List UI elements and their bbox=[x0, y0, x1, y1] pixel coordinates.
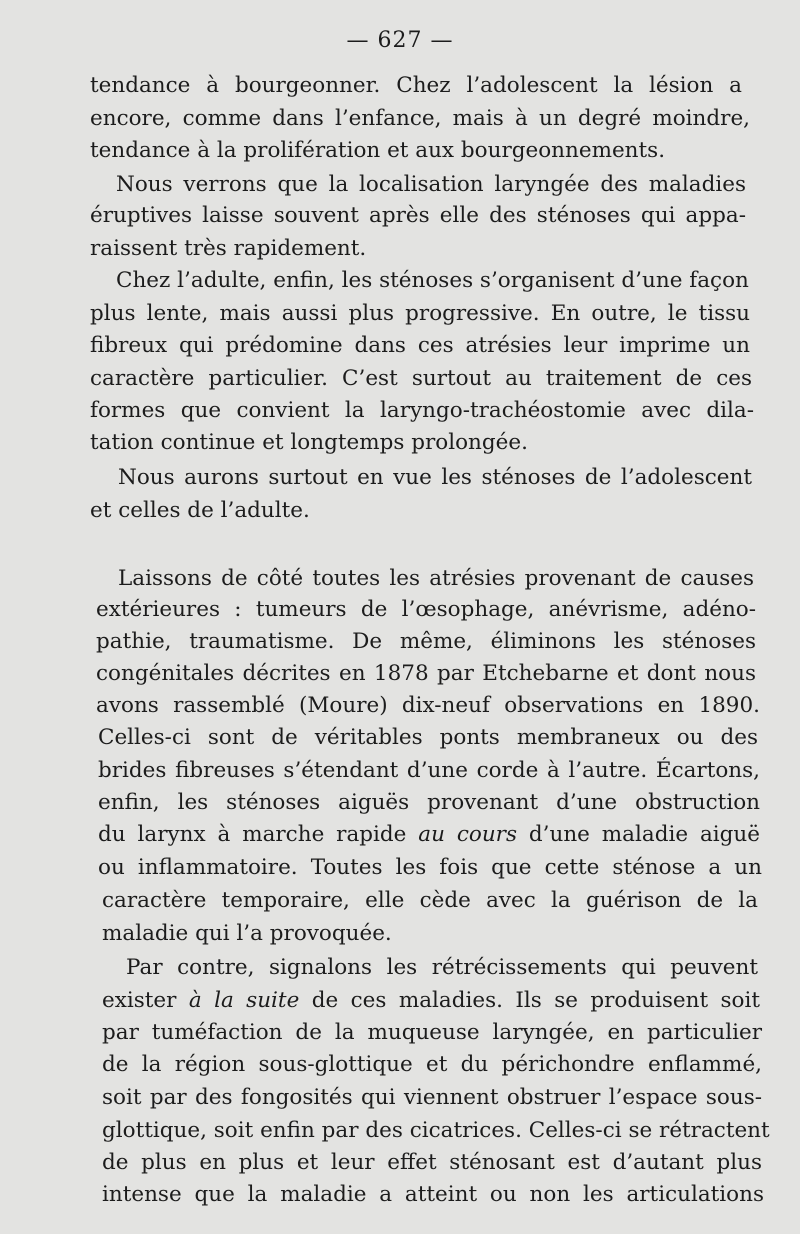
text-line bbox=[102, 1018, 762, 1048]
text-segment: Par contre, signalons les rétrécissements qui peuvent bbox=[126, 955, 758, 980]
text-segment: Laissons de côté toutes les atrésies provenant de causes bbox=[118, 566, 754, 591]
text-segment: encore, comme dans l’enfance, mais à un degré moindre, bbox=[90, 106, 750, 131]
text-line bbox=[98, 820, 760, 850]
text-line bbox=[90, 104, 750, 134]
text-segment: Celles-ci sont de véritables ponts membraneux ou des bbox=[98, 725, 758, 750]
text-line bbox=[98, 788, 760, 818]
text-line bbox=[96, 659, 756, 689]
text-line bbox=[90, 364, 752, 394]
text-line bbox=[90, 396, 754, 426]
text-segment: Chez l’adulte, enfin, les sténoses s’organisent d’une façon bbox=[116, 268, 749, 293]
text-line bbox=[90, 428, 528, 458]
text-line bbox=[90, 71, 742, 101]
text-line bbox=[90, 496, 310, 526]
text-line bbox=[90, 201, 746, 231]
text-segment: d’une maladie aiguë bbox=[517, 822, 760, 847]
italic-phrase: au cours bbox=[418, 822, 517, 847]
text-segment: du larynx à marche rapide bbox=[98, 822, 419, 847]
text-line bbox=[90, 136, 665, 166]
text-segment: glottique, soit enfin par des cicatrices. Celles-ci se rétractent bbox=[102, 1118, 770, 1143]
text-line bbox=[96, 691, 760, 721]
text-segment: tendance à la prolifération et aux bourgeonnements. bbox=[90, 138, 666, 163]
page-number: — 627 — bbox=[346, 28, 454, 53]
text-segment: avons rassemblé (Moure) dix-neuf observations en 1890. bbox=[96, 693, 760, 718]
text-segment: par tuméfaction de la muqueuse laryngée, en particulier bbox=[102, 1020, 762, 1045]
text-segment: de plus en plus et leur effet sténosant est d’autant plus bbox=[102, 1150, 762, 1175]
text-segment: extérieures : tumeurs de l’œsophage, anévrisme, adéno- bbox=[96, 597, 756, 622]
text-segment: raissent très rapidement. bbox=[90, 236, 367, 261]
text-segment: plus lente, mais aussi plus progressive. En outre, le tissu bbox=[90, 301, 750, 326]
text-segment: soit par des fongosités qui viennent obstruer l’espace sous- bbox=[102, 1085, 762, 1110]
text-line bbox=[118, 463, 752, 493]
text-line bbox=[96, 595, 756, 625]
text-line bbox=[102, 986, 760, 1016]
text-line bbox=[98, 723, 758, 753]
text-segment: tendance à bourgeonner. Chez l’adolescent la lésion a bbox=[90, 73, 742, 98]
text-line bbox=[102, 1050, 762, 1080]
italic-phrase: à la suite bbox=[188, 988, 300, 1013]
text-line bbox=[90, 299, 750, 329]
text-segment: Nous aurons surtout en vue les sténoses de l’adolescent bbox=[118, 465, 752, 490]
text-segment: et celles de l’adulte. bbox=[90, 498, 310, 523]
text-line bbox=[90, 331, 750, 361]
text-line bbox=[90, 234, 366, 264]
text-segment: maladie qui l’a provoquée. bbox=[102, 921, 392, 946]
text-line bbox=[102, 1083, 762, 1113]
text-segment: exister bbox=[102, 988, 189, 1013]
text-line bbox=[96, 627, 756, 657]
text-segment: formes que convient la laryngo-trachéostomie avec dila- bbox=[90, 398, 754, 423]
text-line bbox=[102, 1116, 770, 1146]
text-line bbox=[118, 564, 754, 594]
text-line bbox=[102, 1148, 762, 1178]
text-segment: éruptives laisse souvent après elle des sténoses qui appa- bbox=[90, 203, 746, 228]
text-segment: tation continue et longtemps prolongée. bbox=[90, 430, 528, 455]
text-segment: intense que la maladie a atteint ou non les articulations bbox=[102, 1182, 764, 1207]
text-segment: fibreux qui prédomine dans ces atrésies leur imprime un bbox=[90, 333, 750, 358]
text-line bbox=[126, 953, 758, 983]
text-line bbox=[116, 266, 748, 296]
text-segment: enfin, les sténoses aiguës provenant d’une obstruction bbox=[98, 790, 760, 815]
text-segment: pathie, traumatisme. De même, éliminons les sténoses bbox=[96, 629, 756, 654]
text-line bbox=[102, 886, 758, 916]
text-segment: caractère temporaire, elle cède avec la guérison de la bbox=[102, 888, 758, 913]
text-segment: brides fibreuses s’étendant d’une corde à l’autre. Écartons, bbox=[98, 758, 760, 783]
text-segment: Nous verrons que la localisation laryngée des maladies bbox=[116, 172, 746, 197]
text-line bbox=[98, 756, 760, 786]
text-segment: congénitales décrites en 1878 par Etchebarne et dont nous bbox=[96, 661, 756, 686]
text-segment: de la région sous-glottique et du périchondre enflammé, bbox=[102, 1052, 762, 1077]
text-line bbox=[116, 170, 746, 200]
text-segment: de ces maladies. Ils se produisent soit bbox=[299, 988, 760, 1013]
text-segment: ou inflammatoire. Toutes les fois que cette sténose a un bbox=[98, 855, 762, 880]
text-segment: caractère particulier. C’est surtout au traitement de ces bbox=[90, 366, 752, 391]
text-line bbox=[98, 853, 762, 883]
text-line bbox=[102, 1180, 764, 1210]
text-line bbox=[102, 919, 392, 949]
